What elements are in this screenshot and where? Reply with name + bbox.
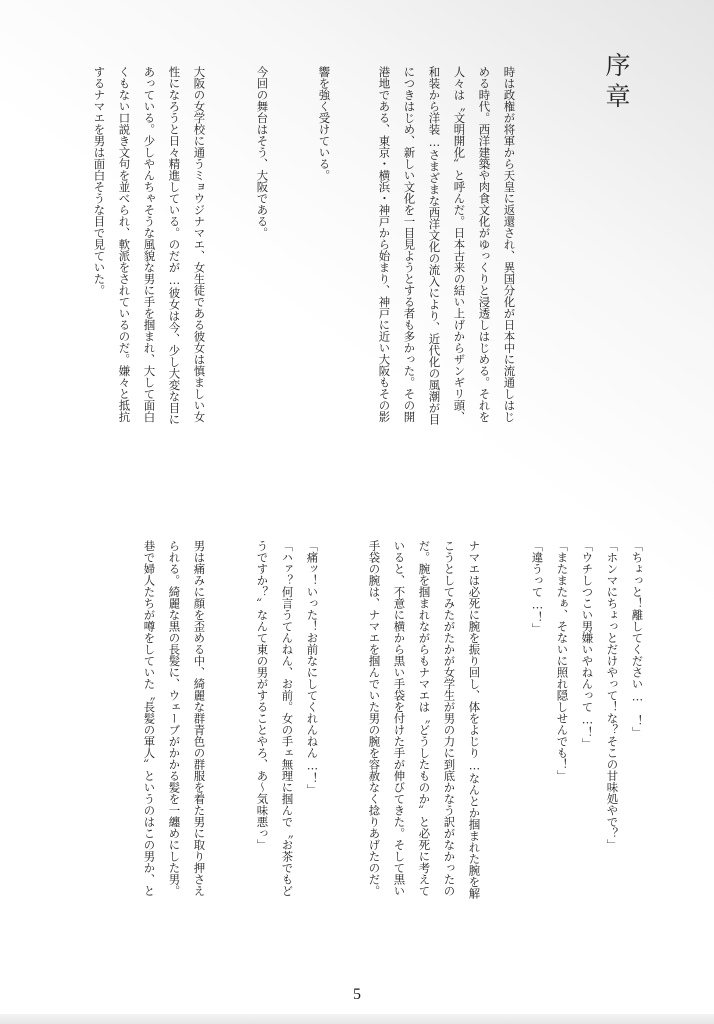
text-line: 響を強く受けている。 bbox=[317, 66, 332, 181]
dialogue-line: 「ハァ？何言うてんねん、お前。女の手ェ無理に掴んで〝お茶でもど bbox=[280, 540, 295, 897]
page-number: 5 bbox=[353, 986, 361, 1003]
dialogue-line: 「痛ッ！いった！お前なにしてくれんねん…！」 bbox=[305, 540, 320, 796]
page-edge-divider bbox=[0, 1014, 714, 1024]
chapter-title: 序章 bbox=[602, 52, 631, 114]
text-line: 巷で婦人たちが噂をしていた〝長髪の軍人〟というのはこの男か、と bbox=[142, 540, 157, 897]
text-line: くもない口説き文句を並べられ、軟派をされているのだ。嫌々と抵抗 bbox=[117, 66, 132, 423]
text-line: につきはじめ、新しい文化を一目見ようとする者も多かった。その開 bbox=[402, 66, 417, 423]
dialogue-line: うですか？〟なんて東の男がすることやろ、あ〜気味悪っ」 bbox=[255, 540, 270, 851]
text-line: 港地である、東京・横浜・神戸から始まり、神戸に近い大阪もその影 bbox=[377, 66, 392, 423]
dialogue-line: 「ウチしつこい男嫌いやねんって…！」 bbox=[580, 540, 595, 750]
text-line: 和装から洋装…さまざまな西洋文化の流入により、近代化の風潮が目 bbox=[427, 66, 442, 426]
text-line: 手袋の腕は、ナマエを掴んでいた男の腕を容赦なく捻りあげたのだ。 bbox=[367, 540, 382, 897]
text-line: あっている。少しやんちゃそうな風貌な男に手を掴まれ、大して面白 bbox=[142, 66, 157, 423]
text-line: いると、不意に横から黒い手袋を付けた手が伸びてきた。そして黒い bbox=[392, 540, 407, 897]
text-line: 人々は〝文明開化〟と呼んだ。日本古来の結い上げからザンギリ頭、 bbox=[452, 66, 467, 423]
text-line: するナマエを男は面白そうな目で見ていた。 bbox=[92, 66, 107, 296]
text-line: 今回の舞台はそう、大阪である。 bbox=[255, 66, 270, 239]
text-line: だ。腕を掴まれながらもナマエは〝どうしたものか〟と必死に考えて bbox=[417, 540, 432, 897]
text-line: ナマエは必死に腕を振り回し、体をよじり…なんとか掴まれた腕を解 bbox=[467, 540, 482, 900]
dialogue-line: 「ちょっと！離してください… ！」 bbox=[630, 540, 645, 739]
text-line: 男は痛みに顔を歪める中、綺麗な群青色の群服を着た男に取り押さえ bbox=[192, 540, 207, 897]
text-line: 性になろうと日々精進している。のだが…彼女は今、少し大変な目に bbox=[167, 66, 182, 426]
text-line: 大阪の女学校に通うミョウジナマエ、女生徒である彼女は慎ましい女 bbox=[192, 66, 207, 423]
dialogue-line: 「またまたぁ、そないに照れ隠しせんでも！」 bbox=[555, 540, 570, 782]
text-line: られる。綺麗な黒の長髪に、ウェーブがかかる髪を一纏めにした男。 bbox=[167, 540, 182, 897]
text-line: こうとしてみたがたかが女学生が男の力に到底かなう訳がなかったの bbox=[442, 540, 457, 897]
text-line: める時代。西洋建築や肉食文化がゆっくりと浸透しはじめる。それを bbox=[477, 66, 492, 423]
dialogue-line: 「違うって…！」 bbox=[530, 540, 545, 635]
text-line: 時は政権が将軍から天皇に返還され、異国分化が日本中に流通しはじ bbox=[502, 66, 517, 423]
dialogue-line: 「ホンマにちょっとだけやって！な？そこの甘味処やで？」 bbox=[605, 540, 620, 851]
